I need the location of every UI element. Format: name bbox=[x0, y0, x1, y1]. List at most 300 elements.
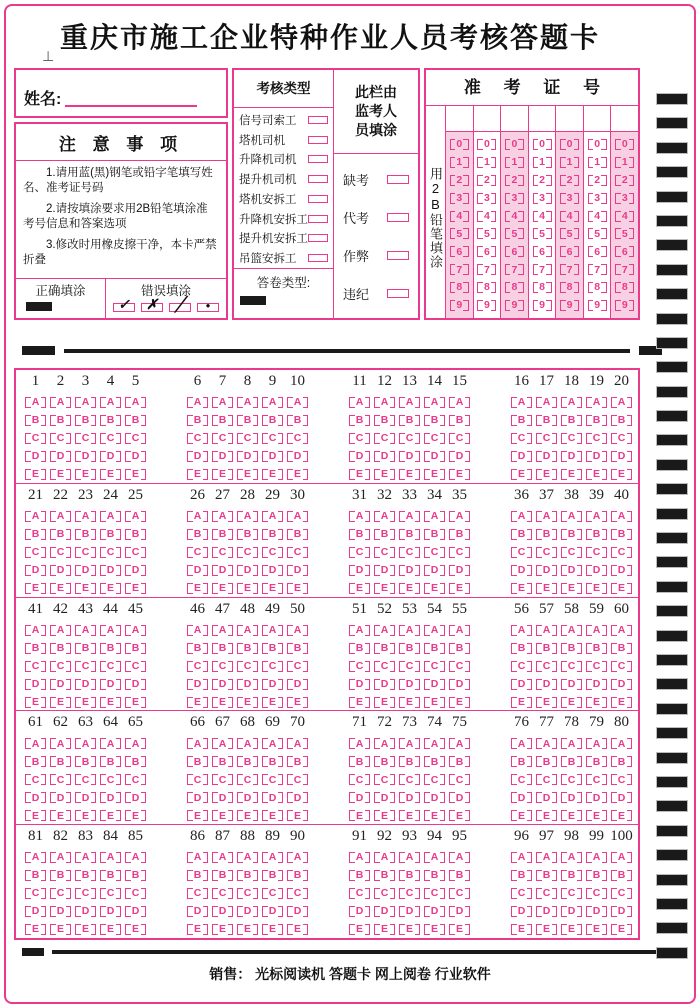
answer-bubble-c[interactable]: C bbox=[50, 888, 71, 899]
answer-bubble-d[interactable]: D bbox=[586, 565, 607, 576]
answer-bubble-d[interactable]: D bbox=[561, 565, 582, 576]
ticket-digit-bubble[interactable]: 5 bbox=[450, 228, 469, 239]
answer-bubble-c[interactable]: C bbox=[399, 433, 420, 444]
answer-bubble-b[interactable]: B bbox=[349, 643, 370, 654]
answer-bubble-a[interactable]: A bbox=[611, 397, 632, 408]
answer-bubble-b[interactable]: B bbox=[125, 756, 146, 767]
answer-bubble-c[interactable]: C bbox=[187, 547, 208, 558]
answer-bubble-b[interactable]: B bbox=[25, 415, 46, 426]
answer-bubble-c[interactable]: C bbox=[449, 547, 470, 558]
answer-bubble-b[interactable]: B bbox=[212, 870, 233, 881]
answer-bubble-e[interactable]: E bbox=[349, 697, 370, 708]
answer-bubble-d[interactable]: D bbox=[586, 792, 607, 803]
answer-bubble-e[interactable]: E bbox=[287, 697, 308, 708]
answer-bubble-a[interactable]: A bbox=[187, 397, 208, 408]
answer-bubble-a[interactable]: A bbox=[100, 511, 121, 522]
answer-bubble-c[interactable]: C bbox=[561, 433, 582, 444]
answer-bubble-c[interactable]: C bbox=[586, 547, 607, 558]
answer-bubble-d[interactable]: D bbox=[449, 679, 470, 690]
job-bubble[interactable] bbox=[308, 215, 328, 223]
answer-bubble-b[interactable]: B bbox=[50, 870, 71, 881]
answer-bubble-d[interactable]: D bbox=[511, 906, 532, 917]
answer-bubble-e[interactable]: E bbox=[561, 469, 582, 480]
answer-bubble-a[interactable]: A bbox=[349, 511, 370, 522]
answer-bubble-c[interactable]: C bbox=[511, 774, 532, 785]
ticket-digit-bubble[interactable]: 8 bbox=[533, 282, 552, 293]
answer-bubble-a[interactable]: A bbox=[424, 397, 445, 408]
answer-bubble-e[interactable]: E bbox=[349, 469, 370, 480]
answer-bubble-a[interactable]: A bbox=[237, 852, 258, 863]
answer-bubble-b[interactable]: B bbox=[586, 529, 607, 540]
answer-bubble-d[interactable]: D bbox=[399, 792, 420, 803]
answer-bubble-b[interactable]: B bbox=[212, 643, 233, 654]
answer-bubble-d[interactable]: D bbox=[561, 792, 582, 803]
answer-bubble-b[interactable]: B bbox=[100, 415, 121, 426]
answer-bubble-d[interactable]: D bbox=[399, 451, 420, 462]
answer-bubble-a[interactable]: A bbox=[399, 397, 420, 408]
answer-bubble-b[interactable]: B bbox=[424, 870, 445, 881]
answer-bubble-c[interactable]: C bbox=[100, 888, 121, 899]
answer-bubble-e[interactable]: E bbox=[561, 810, 582, 821]
answer-bubble-e[interactable]: E bbox=[25, 924, 46, 935]
answer-bubble-d[interactable]: D bbox=[125, 565, 146, 576]
answer-bubble-a[interactable]: A bbox=[511, 625, 532, 636]
answer-bubble-e[interactable]: E bbox=[25, 810, 46, 821]
answer-bubble-c[interactable]: C bbox=[511, 888, 532, 899]
ticket-digit-bubble[interactable]: 5 bbox=[477, 228, 496, 239]
answer-bubble-b[interactable]: B bbox=[449, 415, 470, 426]
answer-bubble-b[interactable]: B bbox=[424, 415, 445, 426]
answer-bubble-a[interactable]: A bbox=[561, 397, 582, 408]
answer-bubble-d[interactable]: D bbox=[611, 792, 632, 803]
answer-bubble-e[interactable]: E bbox=[237, 469, 258, 480]
answer-bubble-d[interactable]: D bbox=[511, 792, 532, 803]
answer-bubble-e[interactable]: E bbox=[399, 697, 420, 708]
answer-bubble-b[interactable]: B bbox=[287, 870, 308, 881]
ticket-digit-bubble[interactable]: 3 bbox=[477, 193, 496, 204]
answer-bubble-d[interactable]: D bbox=[536, 565, 557, 576]
answer-bubble-b[interactable]: B bbox=[536, 529, 557, 540]
answer-bubble-e[interactable]: E bbox=[187, 924, 208, 935]
answer-bubble-c[interactable]: C bbox=[237, 888, 258, 899]
answer-bubble-c[interactable]: C bbox=[374, 433, 395, 444]
job-bubble[interactable] bbox=[308, 195, 328, 203]
answer-bubble-e[interactable]: E bbox=[25, 469, 46, 480]
answer-bubble-c[interactable]: C bbox=[424, 774, 445, 785]
answer-bubble-a[interactable]: A bbox=[262, 852, 283, 863]
answer-bubble-c[interactable]: C bbox=[50, 774, 71, 785]
answer-bubble-c[interactable]: C bbox=[125, 661, 146, 672]
answer-bubble-d[interactable]: D bbox=[212, 679, 233, 690]
ticket-digit-bubble[interactable]: 6 bbox=[505, 246, 524, 257]
answer-bubble-c[interactable]: C bbox=[237, 433, 258, 444]
answer-bubble-e[interactable]: E bbox=[287, 583, 308, 594]
answer-bubble-e[interactable]: E bbox=[536, 469, 557, 480]
answer-bubble-a[interactable]: A bbox=[449, 625, 470, 636]
job-bubble[interactable] bbox=[308, 136, 328, 144]
answer-bubble-c[interactable]: C bbox=[25, 547, 46, 558]
answer-bubble-c[interactable]: C bbox=[449, 433, 470, 444]
answer-bubble-c[interactable]: C bbox=[424, 888, 445, 899]
answer-bubble-a[interactable]: A bbox=[374, 397, 395, 408]
answer-bubble-a[interactable]: A bbox=[25, 511, 46, 522]
answer-bubble-e[interactable]: E bbox=[611, 697, 632, 708]
ticket-digit-bubble[interactable]: 9 bbox=[477, 300, 496, 311]
answer-bubble-e[interactable]: E bbox=[349, 810, 370, 821]
answer-bubble-c[interactable]: C bbox=[349, 433, 370, 444]
answer-bubble-a[interactable]: A bbox=[511, 852, 532, 863]
answer-bubble-b[interactable]: B bbox=[511, 415, 532, 426]
answer-bubble-c[interactable]: C bbox=[212, 774, 233, 785]
ticket-digit-bubble[interactable]: 2 bbox=[615, 175, 634, 186]
answer-bubble-c[interactable]: C bbox=[212, 888, 233, 899]
ticket-digit-bubble[interactable]: 0 bbox=[533, 139, 552, 150]
answer-bubble-e[interactable]: E bbox=[611, 583, 632, 594]
answer-bubble-a[interactable]: A bbox=[100, 738, 121, 749]
ticket-digit-bubble[interactable]: 0 bbox=[477, 139, 496, 150]
answer-bubble-e[interactable]: E bbox=[424, 697, 445, 708]
answer-bubble-b[interactable]: B bbox=[611, 756, 632, 767]
answer-bubble-d[interactable]: D bbox=[511, 451, 532, 462]
ticket-write-cell[interactable] bbox=[584, 106, 611, 132]
answer-bubble-c[interactable]: C bbox=[212, 433, 233, 444]
answer-bubble-e[interactable]: E bbox=[586, 469, 607, 480]
answer-bubble-c[interactable]: C bbox=[75, 433, 96, 444]
answer-bubble-d[interactable]: D bbox=[287, 451, 308, 462]
answer-bubble-c[interactable]: C bbox=[237, 547, 258, 558]
answer-bubble-d[interactable]: D bbox=[287, 565, 308, 576]
ticket-digit-bubble[interactable]: 7 bbox=[560, 264, 579, 275]
answer-bubble-e[interactable]: E bbox=[424, 924, 445, 935]
answer-bubble-a[interactable]: A bbox=[611, 511, 632, 522]
answer-bubble-b[interactable]: B bbox=[50, 415, 71, 426]
answer-bubble-c[interactable]: C bbox=[349, 888, 370, 899]
answer-bubble-a[interactable]: A bbox=[511, 397, 532, 408]
answer-bubble-a[interactable]: A bbox=[50, 852, 71, 863]
answer-bubble-a[interactable]: A bbox=[212, 738, 233, 749]
answer-bubble-b[interactable]: B bbox=[449, 529, 470, 540]
answer-bubble-b[interactable]: B bbox=[586, 415, 607, 426]
answer-bubble-b[interactable]: B bbox=[100, 529, 121, 540]
answer-bubble-b[interactable]: B bbox=[262, 529, 283, 540]
answer-bubble-a[interactable]: A bbox=[262, 397, 283, 408]
answer-bubble-d[interactable]: D bbox=[424, 792, 445, 803]
answer-bubble-b[interactable]: B bbox=[374, 756, 395, 767]
answer-bubble-c[interactable]: C bbox=[25, 888, 46, 899]
answer-bubble-c[interactable]: C bbox=[561, 774, 582, 785]
answer-bubble-b[interactable]: B bbox=[100, 756, 121, 767]
answer-bubble-e[interactable]: E bbox=[536, 697, 557, 708]
ticket-digit-bubble[interactable]: 5 bbox=[615, 228, 634, 239]
answer-bubble-a[interactable]: A bbox=[611, 738, 632, 749]
answer-bubble-c[interactable]: C bbox=[349, 774, 370, 785]
answer-bubble-a[interactable]: A bbox=[586, 511, 607, 522]
ticket-digit-bubble[interactable]: 5 bbox=[533, 228, 552, 239]
answer-bubble-d[interactable]: D bbox=[374, 679, 395, 690]
ticket-digit-bubble[interactable]: 4 bbox=[505, 211, 524, 222]
answer-bubble-c[interactable]: C bbox=[50, 661, 71, 672]
ticket-digit-bubble[interactable]: 1 bbox=[615, 157, 634, 168]
ticket-digit-bubble[interactable]: 5 bbox=[560, 228, 579, 239]
answer-bubble-a[interactable]: A bbox=[536, 738, 557, 749]
ticket-write-cell[interactable] bbox=[556, 106, 583, 132]
answer-bubble-d[interactable]: D bbox=[561, 906, 582, 917]
answer-bubble-d[interactable]: D bbox=[237, 792, 258, 803]
answer-bubble-d[interactable]: D bbox=[374, 792, 395, 803]
answer-bubble-b[interactable]: B bbox=[586, 756, 607, 767]
answer-bubble-d[interactable]: D bbox=[611, 565, 632, 576]
answer-bubble-c[interactable]: C bbox=[125, 433, 146, 444]
answer-bubble-e[interactable]: E bbox=[399, 810, 420, 821]
ticket-write-cell[interactable] bbox=[446, 106, 473, 132]
answer-bubble-b[interactable]: B bbox=[100, 870, 121, 881]
answer-bubble-e[interactable]: E bbox=[50, 469, 71, 480]
answer-bubble-e[interactable]: E bbox=[586, 697, 607, 708]
answer-bubble-c[interactable]: C bbox=[100, 547, 121, 558]
answer-bubble-c[interactable]: C bbox=[424, 433, 445, 444]
ticket-digit-bubble[interactable]: 7 bbox=[450, 264, 469, 275]
answer-bubble-c[interactable]: C bbox=[75, 661, 96, 672]
answer-bubble-a[interactable]: A bbox=[349, 397, 370, 408]
answer-bubble-a[interactable]: A bbox=[187, 511, 208, 522]
job-bubble[interactable] bbox=[308, 234, 328, 242]
answer-bubble-a[interactable]: A bbox=[287, 511, 308, 522]
answer-bubble-e[interactable]: E bbox=[424, 810, 445, 821]
answer-bubble-e[interactable]: E bbox=[511, 924, 532, 935]
answer-bubble-c[interactable]: C bbox=[187, 888, 208, 899]
answer-bubble-e[interactable]: E bbox=[75, 924, 96, 935]
answer-bubble-d[interactable]: D bbox=[25, 906, 46, 917]
answer-bubble-c[interactable]: C bbox=[349, 661, 370, 672]
answer-bubble-e[interactable]: E bbox=[374, 924, 395, 935]
answer-bubble-a[interactable]: A bbox=[374, 511, 395, 522]
answer-bubble-e[interactable]: E bbox=[611, 469, 632, 480]
answer-bubble-b[interactable]: B bbox=[25, 529, 46, 540]
answer-bubble-d[interactable]: D bbox=[399, 906, 420, 917]
answer-bubble-c[interactable]: C bbox=[237, 774, 258, 785]
answer-bubble-d[interactable]: D bbox=[237, 451, 258, 462]
answer-bubble-b[interactable]: B bbox=[586, 870, 607, 881]
answer-bubble-c[interactable]: C bbox=[187, 774, 208, 785]
answer-bubble-e[interactable]: E bbox=[100, 697, 121, 708]
answer-bubble-c[interactable]: C bbox=[586, 888, 607, 899]
answer-bubble-d[interactable]: D bbox=[212, 792, 233, 803]
answer-bubble-b[interactable]: B bbox=[536, 643, 557, 654]
answer-bubble-b[interactable]: B bbox=[511, 529, 532, 540]
answer-bubble-d[interactable]: D bbox=[424, 906, 445, 917]
answer-bubble-d[interactable]: D bbox=[100, 451, 121, 462]
answer-bubble-e[interactable]: E bbox=[75, 469, 96, 480]
answer-bubble-c[interactable]: C bbox=[75, 774, 96, 785]
answer-bubble-a[interactable]: A bbox=[374, 852, 395, 863]
answer-bubble-a[interactable]: A bbox=[561, 738, 582, 749]
answer-bubble-c[interactable]: C bbox=[536, 774, 557, 785]
ticket-digit-bubble[interactable]: 7 bbox=[615, 264, 634, 275]
answer-bubble-a[interactable]: A bbox=[237, 397, 258, 408]
answer-bubble-c[interactable]: C bbox=[374, 774, 395, 785]
answer-bubble-d[interactable]: D bbox=[349, 451, 370, 462]
ticket-digit-bubble[interactable]: 2 bbox=[450, 175, 469, 186]
answer-bubble-a[interactable]: A bbox=[536, 397, 557, 408]
answer-bubble-c[interactable]: C bbox=[125, 888, 146, 899]
ticket-digit-bubble[interactable]: 9 bbox=[533, 300, 552, 311]
answer-bubble-d[interactable]: D bbox=[349, 792, 370, 803]
answer-bubble-a[interactable]: A bbox=[536, 625, 557, 636]
answer-bubble-e[interactable]: E bbox=[237, 924, 258, 935]
ticket-digit-bubble[interactable]: 9 bbox=[450, 300, 469, 311]
ticket-write-cell[interactable] bbox=[474, 106, 501, 132]
answer-bubble-a[interactable]: A bbox=[586, 852, 607, 863]
answer-bubble-a[interactable]: A bbox=[125, 625, 146, 636]
answer-bubble-b[interactable]: B bbox=[399, 756, 420, 767]
answer-bubble-a[interactable]: A bbox=[611, 852, 632, 863]
answer-bubble-a[interactable]: A bbox=[25, 852, 46, 863]
ticket-digit-bubble[interactable]: 2 bbox=[588, 175, 607, 186]
ticket-digit-bubble[interactable]: 3 bbox=[505, 193, 524, 204]
answer-bubble-c[interactable]: C bbox=[399, 661, 420, 672]
answer-bubble-b[interactable]: B bbox=[511, 643, 532, 654]
answer-bubble-d[interactable]: D bbox=[536, 679, 557, 690]
answer-bubble-d[interactable]: D bbox=[287, 679, 308, 690]
answer-bubble-e[interactable]: E bbox=[50, 810, 71, 821]
answer-bubble-d[interactable]: D bbox=[424, 451, 445, 462]
answer-bubble-a[interactable]: A bbox=[125, 738, 146, 749]
invigilator-bubble[interactable] bbox=[387, 289, 409, 298]
answer-bubble-b[interactable]: B bbox=[75, 870, 96, 881]
answer-bubble-e[interactable]: E bbox=[536, 810, 557, 821]
answer-bubble-d[interactable]: D bbox=[611, 451, 632, 462]
answer-bubble-c[interactable]: C bbox=[536, 547, 557, 558]
answer-bubble-d[interactable]: D bbox=[75, 679, 96, 690]
answer-bubble-e[interactable]: E bbox=[511, 810, 532, 821]
answer-bubble-c[interactable]: C bbox=[399, 774, 420, 785]
answer-bubble-c[interactable]: C bbox=[287, 774, 308, 785]
answer-bubble-d[interactable]: D bbox=[212, 906, 233, 917]
answer-bubble-c[interactable]: C bbox=[75, 547, 96, 558]
answer-bubble-b[interactable]: B bbox=[536, 756, 557, 767]
answer-bubble-d[interactable]: D bbox=[349, 565, 370, 576]
ticket-digit-bubble[interactable]: 1 bbox=[477, 157, 496, 168]
answer-bubble-c[interactable]: C bbox=[611, 433, 632, 444]
answer-bubble-c[interactable]: C bbox=[586, 774, 607, 785]
answer-bubble-d[interactable]: D bbox=[50, 451, 71, 462]
answer-bubble-c[interactable]: C bbox=[586, 433, 607, 444]
answer-bubble-d[interactable]: D bbox=[212, 451, 233, 462]
answer-bubble-c[interactable]: C bbox=[50, 433, 71, 444]
answer-bubble-d[interactable]: D bbox=[75, 451, 96, 462]
answer-bubble-a[interactable]: A bbox=[511, 738, 532, 749]
answer-bubble-a[interactable]: A bbox=[561, 511, 582, 522]
answer-bubble-c[interactable]: C bbox=[125, 774, 146, 785]
answer-bubble-c[interactable]: C bbox=[25, 774, 46, 785]
ticket-digit-bubble[interactable]: 5 bbox=[505, 228, 524, 239]
answer-bubble-e[interactable]: E bbox=[262, 697, 283, 708]
ticket-digit-bubble[interactable]: 3 bbox=[615, 193, 634, 204]
ticket-digit-bubble[interactable]: 4 bbox=[560, 211, 579, 222]
job-bubble[interactable] bbox=[308, 175, 328, 183]
invigilator-bubble[interactable] bbox=[387, 213, 409, 222]
answer-bubble-d[interactable]: D bbox=[399, 679, 420, 690]
answer-bubble-c[interactable]: C bbox=[100, 774, 121, 785]
ticket-digit-bubble[interactable]: 2 bbox=[560, 175, 579, 186]
answer-bubble-e[interactable]: E bbox=[287, 469, 308, 480]
ticket-digit-bubble[interactable]: 1 bbox=[560, 157, 579, 168]
answer-bubble-e[interactable]: E bbox=[187, 469, 208, 480]
answer-bubble-a[interactable]: A bbox=[262, 511, 283, 522]
answer-bubble-d[interactable]: D bbox=[399, 565, 420, 576]
answer-bubble-d[interactable]: D bbox=[25, 565, 46, 576]
answer-bubble-d[interactable]: D bbox=[536, 451, 557, 462]
answer-bubble-b[interactable]: B bbox=[449, 756, 470, 767]
answer-bubble-d[interactable]: D bbox=[511, 565, 532, 576]
answer-bubble-a[interactable]: A bbox=[212, 397, 233, 408]
answer-bubble-a[interactable]: A bbox=[586, 625, 607, 636]
answer-bubble-d[interactable]: D bbox=[262, 906, 283, 917]
answer-bubble-b[interactable]: B bbox=[287, 529, 308, 540]
answer-bubble-a[interactable]: A bbox=[511, 511, 532, 522]
answer-bubble-b[interactable]: B bbox=[561, 415, 582, 426]
answer-bubble-e[interactable]: E bbox=[611, 924, 632, 935]
answer-bubble-e[interactable]: E bbox=[586, 810, 607, 821]
answer-bubble-e[interactable]: E bbox=[374, 469, 395, 480]
answer-bubble-d[interactable]: D bbox=[561, 451, 582, 462]
ticket-write-cell[interactable] bbox=[501, 106, 528, 132]
answer-bubble-a[interactable]: A bbox=[75, 625, 96, 636]
answer-bubble-c[interactable]: C bbox=[611, 888, 632, 899]
answer-bubble-d[interactable]: D bbox=[287, 792, 308, 803]
answer-bubble-b[interactable]: B bbox=[561, 870, 582, 881]
answer-bubble-c[interactable]: C bbox=[262, 547, 283, 558]
answer-bubble-a[interactable]: A bbox=[50, 738, 71, 749]
answer-bubble-b[interactable]: B bbox=[237, 415, 258, 426]
answer-bubble-c[interactable]: C bbox=[25, 433, 46, 444]
answer-bubble-b[interactable]: B bbox=[262, 415, 283, 426]
answer-bubble-e[interactable]: E bbox=[349, 924, 370, 935]
answer-bubble-c[interactable]: C bbox=[449, 888, 470, 899]
answer-bubble-d[interactable]: D bbox=[586, 451, 607, 462]
answer-bubble-b[interactable]: B bbox=[125, 870, 146, 881]
ticket-digit-bubble[interactable]: 9 bbox=[505, 300, 524, 311]
answer-bubble-b[interactable]: B bbox=[511, 756, 532, 767]
ticket-digit-bubble[interactable]: 7 bbox=[533, 264, 552, 275]
answer-bubble-b[interactable]: B bbox=[25, 756, 46, 767]
answer-bubble-e[interactable]: E bbox=[287, 810, 308, 821]
ticket-digit-bubble[interactable]: 7 bbox=[477, 264, 496, 275]
answer-bubble-d[interactable]: D bbox=[100, 679, 121, 690]
answer-bubble-e[interactable]: E bbox=[50, 924, 71, 935]
answer-bubble-b[interactable]: B bbox=[536, 870, 557, 881]
answer-bubble-b[interactable]: B bbox=[287, 415, 308, 426]
answer-bubble-e[interactable]: E bbox=[611, 810, 632, 821]
answer-bubble-e[interactable]: E bbox=[561, 697, 582, 708]
answer-bubble-b[interactable]: B bbox=[187, 870, 208, 881]
answer-bubble-d[interactable]: D bbox=[561, 679, 582, 690]
job-bubble[interactable] bbox=[308, 155, 328, 163]
ticket-digit-bubble[interactable]: 2 bbox=[533, 175, 552, 186]
answer-bubble-b[interactable]: B bbox=[561, 756, 582, 767]
answer-bubble-e[interactable]: E bbox=[25, 583, 46, 594]
ticket-digit-bubble[interactable]: 6 bbox=[477, 246, 496, 257]
answer-bubble-a[interactable]: A bbox=[125, 397, 146, 408]
answer-bubble-e[interactable]: E bbox=[125, 469, 146, 480]
name-input-line[interactable] bbox=[65, 87, 197, 107]
answer-bubble-b[interactable]: B bbox=[75, 529, 96, 540]
answer-bubble-d[interactable]: D bbox=[187, 451, 208, 462]
answer-bubble-b[interactable]: B bbox=[511, 870, 532, 881]
answer-bubble-c[interactable]: C bbox=[374, 547, 395, 558]
answer-bubble-a[interactable]: A bbox=[212, 852, 233, 863]
answer-bubble-c[interactable]: C bbox=[287, 547, 308, 558]
